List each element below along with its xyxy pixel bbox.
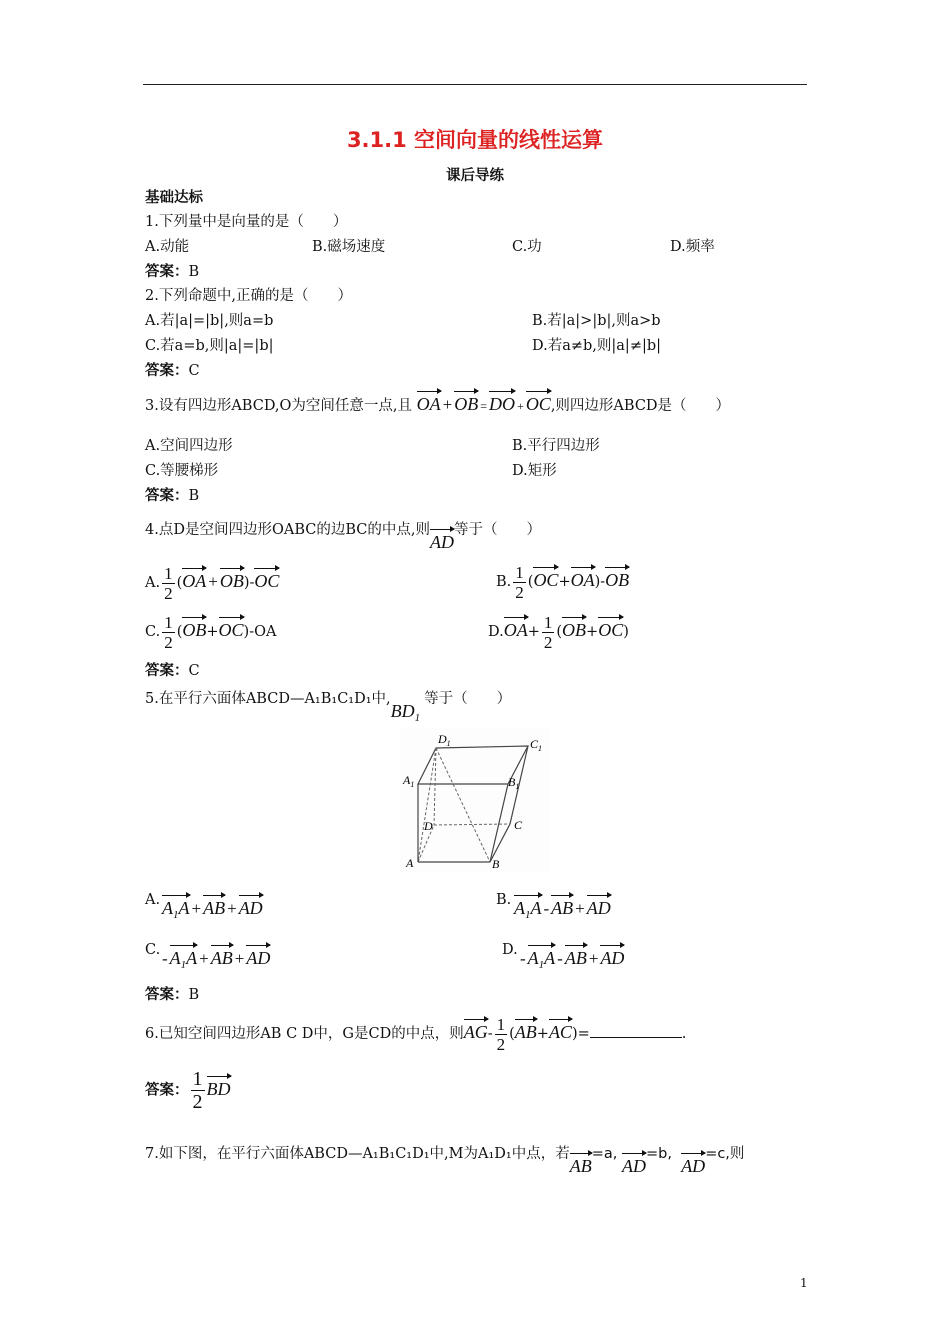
q3-option-b: B.平行四边形: [512, 438, 600, 454]
q1-option-b: B.磁场速度: [312, 239, 386, 255]
vector-ob: OB: [454, 388, 478, 413]
q5-expression: $BD_1$: [390, 701, 421, 724]
vector-ad: AD: [430, 526, 454, 551]
q6-answer: 答案： $\frac{1}{2}$ BD: [145, 1068, 231, 1113]
q5-stem-pre: 5.在平行六面体ABCD—A₁B₁C₁D₁中,: [145, 691, 391, 707]
q2-answer-value: C: [188, 363, 200, 379]
q3-option-d: D.矩形: [512, 463, 557, 479]
answer-label: 答案：: [145, 264, 189, 280]
q2-answer: [145, 361, 200, 381]
q4-option-d: D.OA+ $\frac{1}{2}$ (OB+OC): [488, 612, 629, 652]
q4-option-a: A. $\frac{1}{2}$ (OA + OB)-OC: [145, 563, 280, 603]
answer-label: 答案：: [145, 488, 189, 504]
q2-option-c: C.若a=b,则|a|=|b|: [145, 338, 274, 354]
vector-ag: AG: [464, 1016, 488, 1041]
q6-stem-pre: 6.已知空间四边形AB C D中，G是CD的中点，则: [145, 1026, 464, 1042]
q2-option-d: D.若a≠b,则|a|≠|b|: [532, 338, 662, 354]
q4-option-c: C. $\frac{1}{2}$ (OB+OC)-OA: [145, 612, 277, 652]
q5-option-d: D.: [502, 942, 518, 958]
q6-stem: 6.已知空间四边形AB C D中，G是CD的中点，则AG- $\frac{1}{2}$ (AB+AC)= .: [145, 1014, 687, 1054]
q3-stem-pre: 3.设有四边形ABCD,O为空间任意一点,且: [145, 398, 413, 414]
q4-answer: [145, 661, 200, 681]
parallelepiped-figure: [400, 728, 550, 873]
q3-option-c: C.等腰梯形: [145, 463, 219, 479]
vector-oa: OA: [417, 388, 441, 413]
q7-stem: 7.如下图，在平行六面体ABCD—A₁B₁C₁D₁中,M为A₁D₁中点，若AB=a, AD=b, AD=c,则: [145, 1146, 745, 1176]
q1-option-a: A.动能: [145, 239, 190, 255]
svg-text:A1: $A_1$: [403, 773, 415, 789]
q4-stem-post: 等于（ ）: [453, 522, 541, 538]
vector-bd: BD: [207, 1073, 231, 1098]
q5-option-b: B.: [496, 892, 512, 908]
answer-label: 答案：: [145, 1082, 189, 1099]
q3-answer-value: B: [188, 488, 200, 504]
q6-blank[interactable]: [590, 1023, 682, 1038]
page-subtitle: 课后导练: [446, 168, 504, 184]
svg-text:A: A: [406, 856, 414, 870]
answer-label: 答案：: [145, 363, 189, 379]
q1-stem: 1.下列量中是向量的是（ ）: [145, 214, 348, 230]
q3-answer: [145, 486, 199, 506]
q4-option-b: B. $\frac{1}{2}$ (OC+OA)-OB: [496, 562, 630, 602]
q3-stem-post: ,则四边形ABCD是（ ）: [550, 398, 731, 414]
q4-option-c-tail: -OA: [249, 624, 277, 640]
svg-text:B1: $B_1$: [508, 775, 520, 791]
svg-text:C1: $C_1$: [530, 737, 543, 753]
vector-oc: OC: [526, 388, 551, 413]
q2-option-a: A.若|a|=|b|,则a=b: [145, 313, 274, 329]
q4-stem-pre: 4.点D是空间四边形OABC的边BC的中点,则: [145, 522, 430, 538]
q1-answer: [145, 262, 199, 282]
svg-text:C: C: [514, 818, 523, 832]
answer-label: 答案：: [145, 987, 189, 1003]
page-title: 3.1.1 空间向量的线性运算: [346, 128, 604, 152]
q2-stem: 2.下列命题中,正确的是（ ）: [145, 288, 352, 304]
q2-option-b: B.若|a|>|b|,则a>b: [532, 313, 661, 329]
q1-option-d: D.频率: [670, 239, 715, 255]
q5-answer-value: B: [188, 987, 200, 1003]
q4-answer-value: C: [188, 663, 200, 679]
q5-option-c: C.: [145, 942, 161, 958]
q5-stem: [145, 687, 512, 724]
header-rule: [143, 84, 807, 85]
section-heading: 基础达标: [145, 190, 203, 206]
q7-stem-pre: 7.如下图，在平行六面体ABCD—A₁B₁C₁D₁中,M为A₁D₁中点，若: [145, 1146, 570, 1162]
answer-label: 答案：: [145, 663, 189, 679]
svg-text:D1: $D_1$: [438, 732, 451, 748]
q3-option-a: A.空间四边形: [145, 438, 233, 454]
q3-stem: 3.设有四边形ABCD,O为空间任意一点,且 OA + OB = DO + OC,则四边形ABCD是（ ）: [145, 388, 730, 416]
q1-option-c: C.功: [512, 239, 542, 255]
q4-stem: [145, 512, 541, 552]
svg-text:B: B: [492, 857, 500, 871]
q1-answer-value: B: [188, 264, 200, 280]
q5-option-a: A.: [145, 892, 161, 908]
q5-answer: [145, 985, 199, 1005]
svg-text:D: D: [424, 819, 433, 833]
page-number: 1: [800, 1276, 808, 1290]
q5-stem-post: 等于（ ）: [424, 691, 512, 707]
vector-do: DO: [489, 388, 515, 413]
